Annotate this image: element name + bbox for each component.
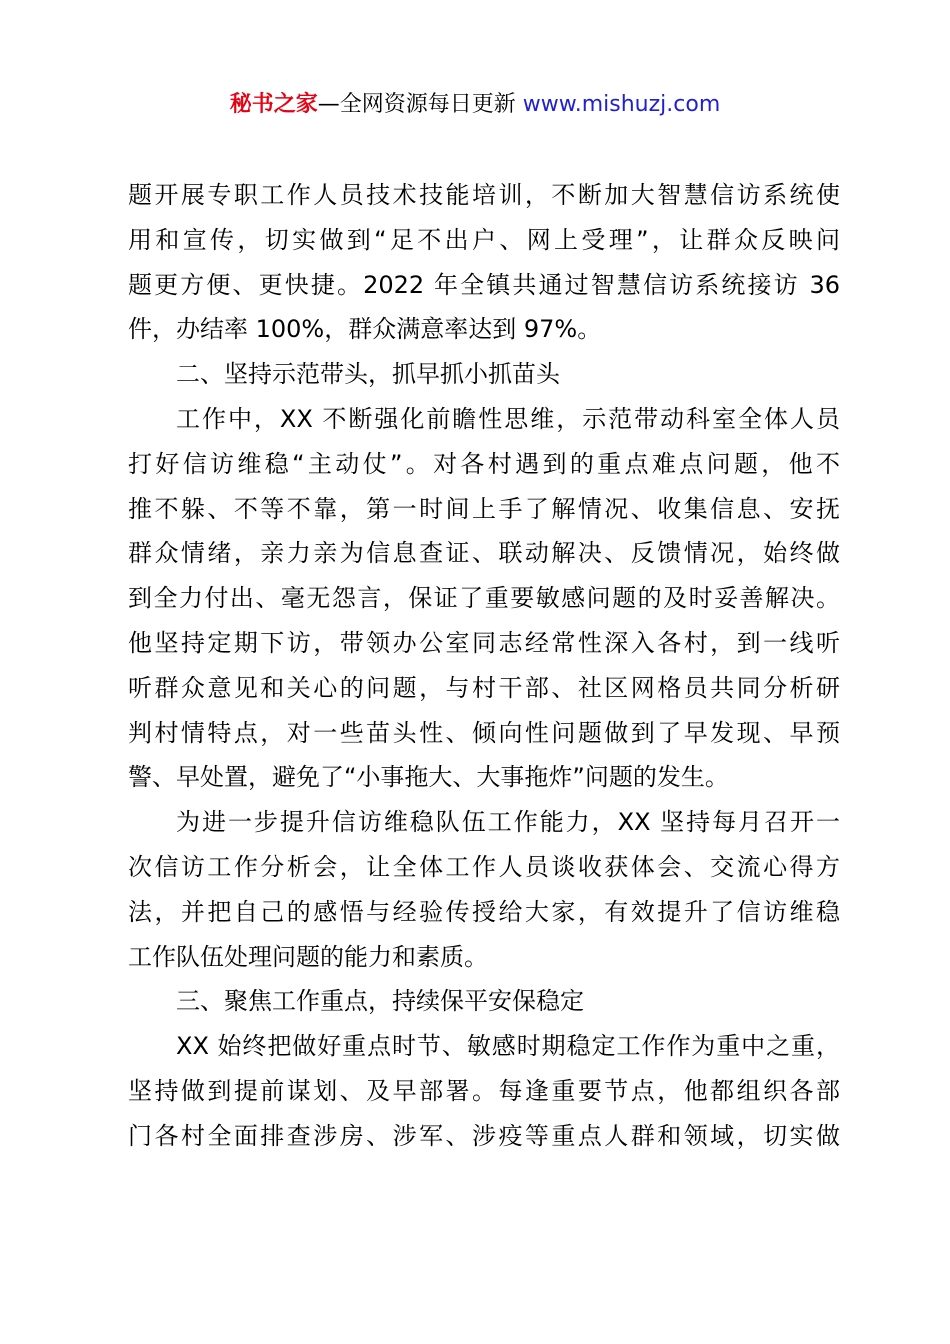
document-body	[128, 173, 840, 1159]
text-line: 坚持做到提前谋划、及早部署。每逢重要节点，他都组织各部	[128, 1076, 840, 1105]
text-line: 群众情绪，亲力亲为信息查证、联动解决、反馈情况，始终做	[128, 539, 840, 568]
text-line: 为进一步提升信访维稳队伍工作能力，XX 坚持每月召开一	[176, 808, 840, 837]
text-line: XX 始终把做好重点时节、敏感时期稳定工作作为重中之重，	[176, 1032, 840, 1061]
text-line: 听群众意见和关心的问题，与村干部、社区网格员共同分析研	[128, 673, 840, 702]
text-line: 法，并把自己的感悟与经验传授给大家，有效提升了信访维稳	[128, 897, 840, 926]
text-line: 题开展专职工作人员技术技能培训，不断加大智慧信访系统使	[128, 181, 840, 209]
text-line: 工作队伍处理问题的能力和素质。	[128, 942, 488, 971]
text-line: 次信访工作分析会，让全体工作人员谈收获体会、交流心得方	[128, 852, 840, 881]
text-line: 门各村全面排查涉房、涉军、涉疫等重点人群和领域，切实做	[128, 1121, 840, 1150]
section-heading: 二、坚持示范带头，抓早抓小抓苗头	[176, 360, 560, 389]
page-header	[0, 88, 950, 122]
text-line: 件，办结率 100%，群众满意率达到 97%。	[128, 315, 602, 344]
text-line: 用和宣传，切实做到“足不出户、网上受理”，让群众反映问	[128, 225, 840, 254]
section-heading: 三、聚焦工作重点，持续保平安保稳定	[176, 987, 584, 1016]
text-line: 题更方便、更快捷。2022 年全镇共通过智慧信访系统接访 36	[128, 270, 840, 299]
text-line: 推不躲、不等不靠，第一时间上手了解情况、收集信息、安抚	[128, 494, 840, 523]
text-line: 判村情特点，对一些苗头性、倾向性问题做到了早发现、早预	[128, 718, 840, 747]
brand-name: 秘书之家	[229, 92, 318, 117]
text-line: 警、早处置，避免了“小事拖大、大事拖炸”问题的发生。	[128, 763, 729, 792]
text-line: 工作中，XX 不断强化前瞻性思维，示范带动科室全体人员	[176, 404, 840, 433]
text-line: 到全力付出、毫无怨言，保证了重要敏感问题的及时妥善解决。	[128, 584, 840, 613]
header-tagline: —全网资源每日更新	[317, 92, 516, 117]
text-line: 他坚持定期下访，带领办公室同志经常性深入各村，到一线听	[128, 628, 840, 657]
text-line: 打好信访维稳“主动仗”。对各村遇到的重点难点问题，他不	[128, 449, 840, 478]
site-url-link[interactable]: www.mishuzj.com	[522, 92, 721, 117]
